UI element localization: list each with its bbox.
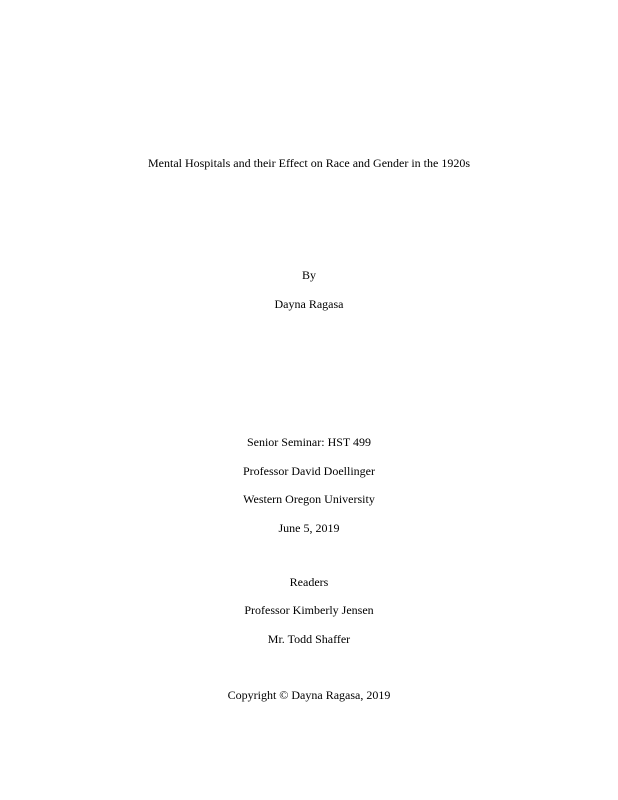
reader-name: Mr. Todd Shaffer — [267, 632, 351, 646]
course-name: Senior Seminar: HST 499 — [246, 435, 372, 449]
reader-name: Professor Kimberly Jensen — [244, 603, 374, 617]
document-title: Mental Hospitals and their Effect on Race and Gender in the 1920s — [147, 156, 471, 170]
submission-date: June 5, 2019 — [278, 521, 340, 535]
professor-name: Professor David Doellinger — [243, 464, 375, 478]
copyright-notice: Copyright © Dayna Ragasa, 2019 — [227, 688, 391, 702]
university-name: Western Oregon University — [243, 492, 375, 506]
by-label: By — [301, 268, 316, 282]
author-name: Dayna Ragasa — [274, 297, 344, 311]
readers-label: Readers — [289, 575, 329, 589]
